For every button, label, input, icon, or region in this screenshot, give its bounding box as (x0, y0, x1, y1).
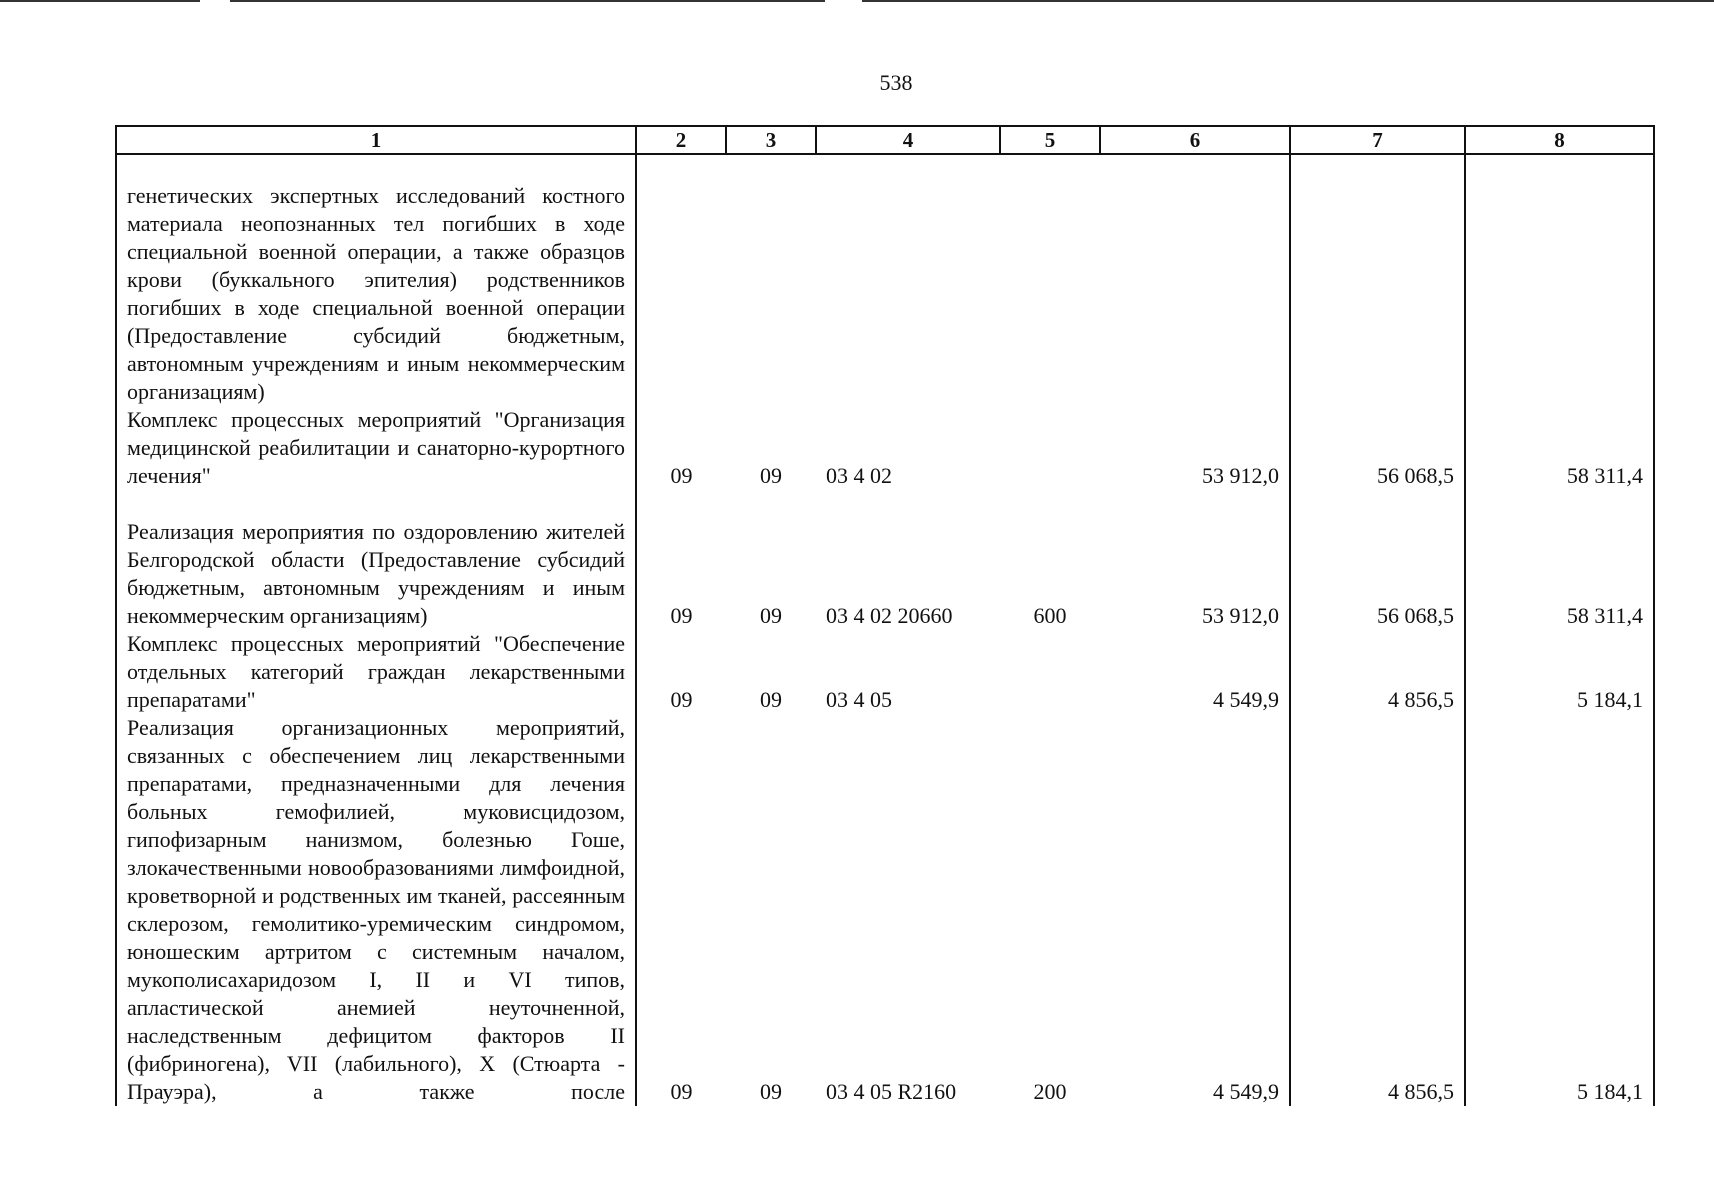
column-header: 4 (816, 126, 1000, 154)
row-description: Комплекс процессных мероприятий "Обеспечение отдельных категорий граждан лекарственными препаратами" (116, 630, 636, 714)
row-amount-year3: 58 311,4 (1465, 406, 1654, 490)
column-header: 5 (1000, 126, 1100, 154)
row-subsection (726, 154, 816, 406)
row-amount-year2: 4 856,5 (1290, 630, 1465, 714)
row-amount-year1: 4 549,9 (1100, 714, 1290, 1106)
row-amount-year2: 56 068,5 (1290, 406, 1465, 490)
column-header: 6 (1100, 126, 1290, 154)
row-amount-year3 (1465, 154, 1654, 406)
table-row (116, 406, 1654, 490)
row-amount-year1: 53 912,0 (1100, 490, 1290, 630)
table-row (116, 630, 1654, 714)
row-expense-type (1000, 154, 1100, 406)
row-target-article: 03 4 05 (826, 687, 892, 712)
row-amount-year3: 5 184,1 (1465, 630, 1654, 714)
scan-edge-middle (230, 0, 825, 2)
scan-edge-right (862, 0, 1714, 2)
row-target-article: 03 4 05 R2160 (826, 1079, 957, 1104)
column-header: 3 (726, 126, 816, 154)
row-subsection: 09 (760, 463, 782, 488)
row-amount-year2: 4 856,5 (1290, 714, 1465, 1106)
row-target-article: 03 4 02 20660 (826, 603, 953, 628)
row-expense-type (1000, 630, 1100, 714)
column-header: 8 (1465, 126, 1654, 154)
column-header: 2 (636, 126, 726, 154)
row-amount-year3: 58 311,4 (1465, 490, 1654, 630)
row-expense-type: 600 (1033, 603, 1067, 628)
row-subsection: 09 (760, 1079, 782, 1104)
row-amount-year1: 4 549,9 (1100, 630, 1290, 714)
row-description: Комплекс процессных мероприятий "Организация медицинской реабилитации и санаторно-курортного лечения" (116, 406, 636, 490)
row-subsection: 09 (760, 687, 782, 712)
row-amount-year2 (1290, 154, 1465, 406)
row-section: 09 (636, 630, 726, 714)
table-row (116, 714, 1654, 1106)
row-amount-year3: 5 184,1 (1465, 714, 1654, 1106)
row-expense-type (1000, 406, 1100, 490)
row-section (636, 154, 726, 406)
row-expense-type: 200 (1033, 1079, 1067, 1104)
scan-edge-left (0, 0, 200, 2)
table-row (116, 154, 1654, 406)
column-header: 1 (116, 126, 636, 154)
table-header-row (116, 126, 1654, 154)
row-section: 09 (636, 406, 726, 490)
row-amount-year1: 53 912,0 (1100, 406, 1290, 490)
row-section: 09 (636, 490, 726, 630)
column-header: 7 (1290, 126, 1465, 154)
row-description: Реализация организационных мероприятий, связанных с обеспечением лиц лекарственными препаратами, предназначенными для лечения больных гемофилией, муковисцидозом, гипофизарным нанизмом, болезнью Гоше, злокачественными новообразованиями лимфоидной, кроветворной и родственных им тканей, рассеянным склерозом, гемолитико-уремическим синдромом, юношеским артритом с системным началом, мукополисахаридозом I, II и VI типов, апластической анемией неуточненной, наследственным дефицитом факторов II (фибриногена), VII (лабильного), X (Стюарта - Прауэра), а также после (116, 714, 636, 1106)
row-amount-year1 (1100, 154, 1290, 406)
row-amount-year2: 56 068,5 (1290, 490, 1465, 630)
row-target-article: 03 4 02 (826, 463, 892, 488)
row-description: Реализация мероприятия по оздоровлению жителей Белгородской области (Предоставление субсидий бюджетным, автономным учреждениям и иным некоммерческим организациям) (116, 490, 636, 630)
row-description: генетических экспертных исследований костного материала неопознанных тел погибших в ходе специальной военной операции, а также образцов крови (буккального эпителия) родственников погибших в ходе специальной военной операции (Предоставление субсидий бюджетным, автономным учреждениям и иным некоммерческим организациям) (116, 154, 636, 406)
table-row (116, 490, 1654, 630)
row-target-article (816, 154, 1000, 406)
row-subsection: 09 (760, 603, 782, 628)
page-number: 538 (879, 70, 913, 95)
row-section: 09 (636, 714, 726, 1106)
budget-table (115, 125, 1655, 1106)
